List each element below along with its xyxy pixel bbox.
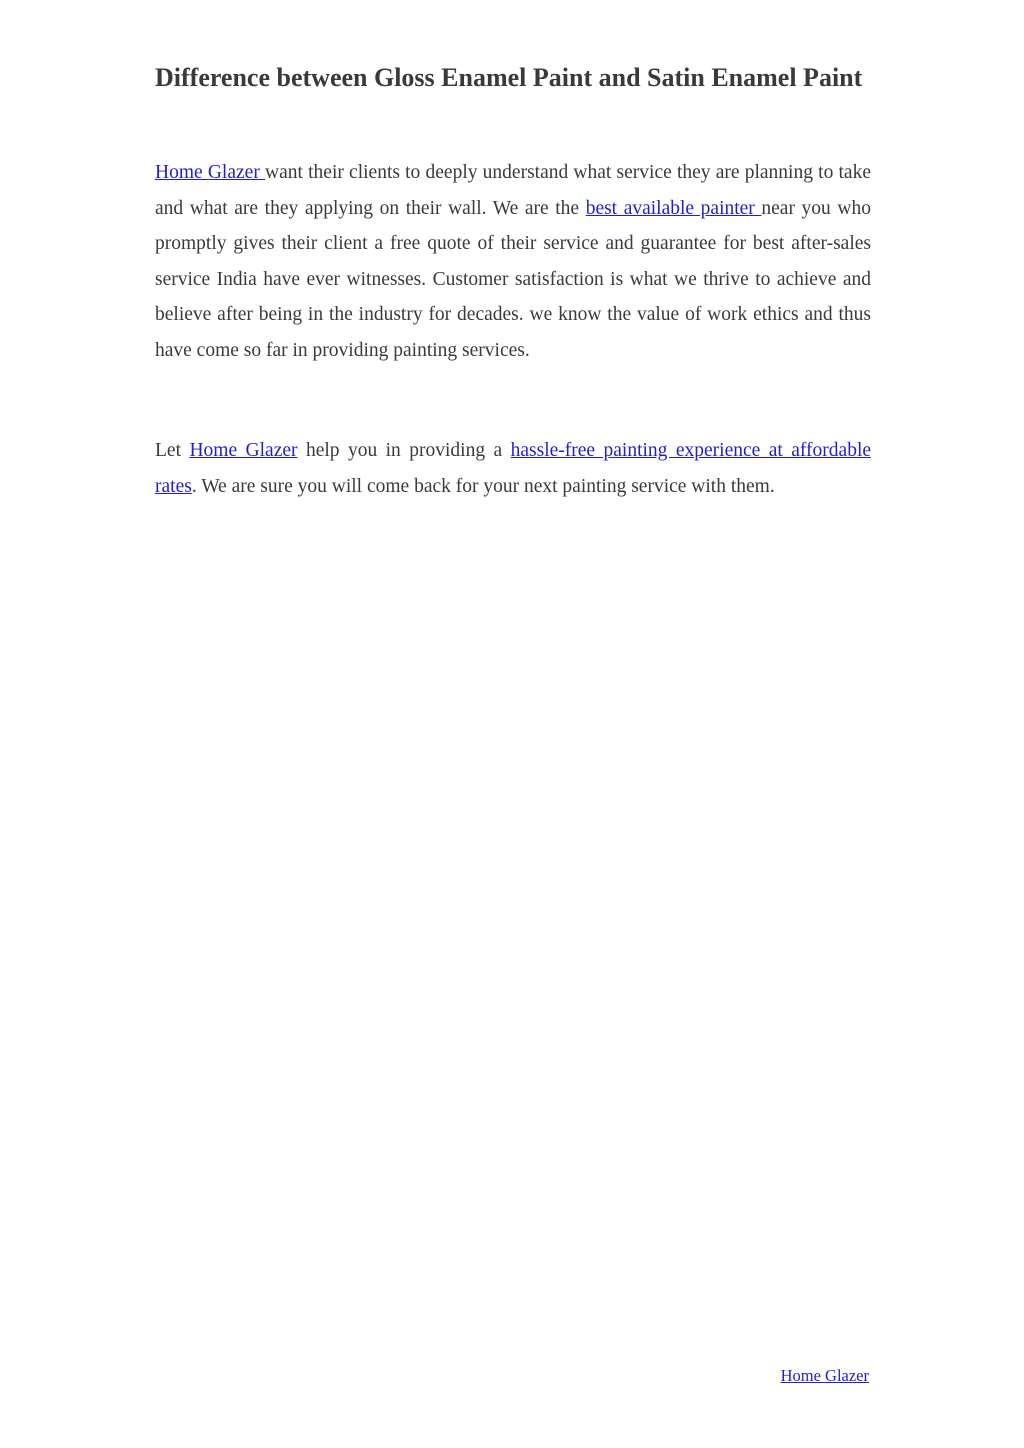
intro-paragraph xyxy=(155,155,871,368)
paragraph-text: want their clients to deeply understand what service they are planning to take and what are they applying on their wall. We are the xyxy=(155,162,871,219)
paragraph-text: near you who promptly gives their client a free quote of their service and guarantee for best after-sales service India have ever witnesses. Customer satisfaction is what we thrive to achieve and believe after being in the industry for decades. we know the value of work ethics and thus have come so far in providing painting services. xyxy=(155,197,871,361)
paragraph-text: Let xyxy=(155,440,190,461)
closing-paragraph xyxy=(155,433,871,504)
page-title: Difference between Gloss Enamel Paint and Satin Enamel Paint xyxy=(155,63,863,92)
paragraph-text: help you in providing a xyxy=(297,440,511,461)
home-glazer-link[interactable]: Home Glazer xyxy=(155,162,266,183)
home-glazer-link[interactable]: Home Glazer xyxy=(189,440,298,461)
paragraph-text: . We are sure you will come back for your next painting service with them. xyxy=(191,475,775,497)
hassle-free-painting-link[interactable]: hassle-free painting experience at affordable rates xyxy=(155,440,872,497)
best-available-painter-link[interactable]: best available painter xyxy=(585,197,762,219)
footer-home-glazer-link[interactable]: Home Glazer xyxy=(780,1366,869,1385)
